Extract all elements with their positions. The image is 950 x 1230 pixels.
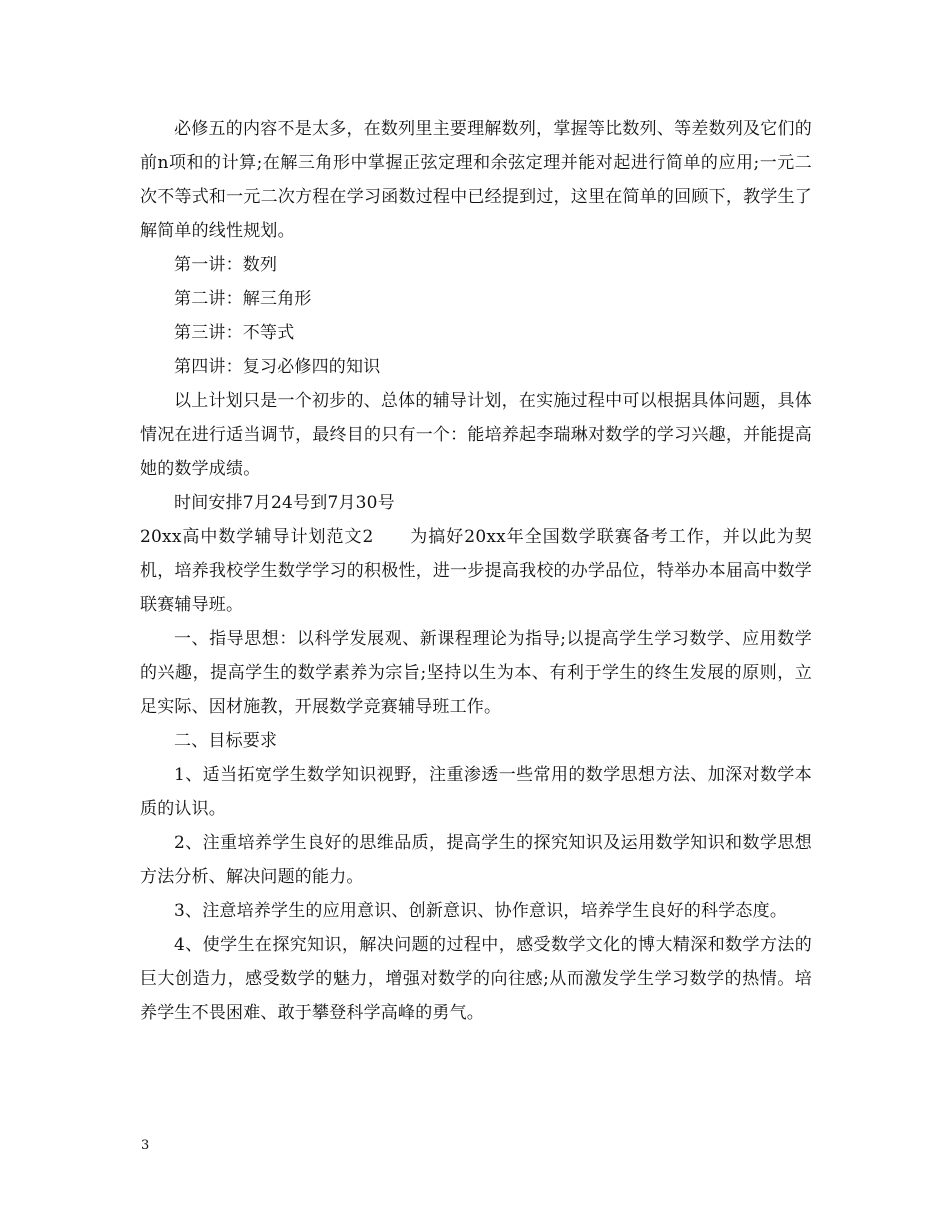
lecture-1: 第一讲：数列 [174,255,278,275]
lecture-4: 第四讲：复习必修四的知识 [174,357,381,377]
goal-item-4: 4、使学生在探究知识，解决问题的过程中，感受数学文化的博大精深和数学方法的巨大创造力，感受数学的魅力，增强对数学的向往感;从而激发学生学习数学的热情。培养学生不畏困难、敢于攀登科学高峰的勇气。 [140,935,812,1023]
lecture-3: 第三讲：不等式 [174,323,295,343]
goal-item-1: 1、适当拓宽学生数学知识视野，注重渗透一些常用的数学思想方法、加深对数学本质的认识。 [140,765,812,819]
schedule-line: 时间安排7月24号到7月30号 [174,493,395,513]
goal-item-2: 2、注重培养学生良好的思维品质，提高学生的探究知识及运用数学知识和数学思想方法分析、解决问题的能力。 [140,833,812,887]
goal-item-3: 3、注意培养学生的应用意识、创新意识、协作意识，培养学生良好的科学态度。 [174,901,788,921]
paragraph-plan-note: 以上计划只是一个初步的、总体的辅导计划，在实施过程中可以根据具体问题，具体情况在进行适当调节，最终目的只有一个：能培养起李瑞琳对数学的学习兴趣，并能提高她的数学成绩。 [140,391,812,479]
heading-goals: 二、目标要求 [174,731,278,751]
lecture-2: 第二讲：解三角形 [174,289,312,309]
page-number: 3 [141,1138,150,1153]
paragraph-guiding-thought: 一、指导思想：以科学发展观、新课程理论为指导;以提高学生学习数学、应用数学的兴趣，提高学生的数学素养为宗旨;坚持以生为本、有利于学生的终生发展的原则，立足实际、因材施教，开展数学竞赛辅导班工作。 [140,629,812,717]
paragraph-sample-2: 20xx高中数学辅导计划范文2 为搞好20xx年全国数学联赛备考工作，并以此为契机，培养我校学生数学学习的积极性，进一步提高我校的办学品位，特举办本届高中数学联赛辅导班。 [140,527,812,615]
paragraph-intro: 必修五的内容不是太多，在数列里主要理解数列，掌握等比数列、等差数列及它们的前n项和的计算;在解三角形中掌握正弦定理和余弦定理并能对起进行简单的应用;一元二次不等式和一元二次方程在学习函数过程中已经提到过，这里在简单的回顾下，教学生了解简单的线性规划。 [140,119,812,241]
document-body [140,112,812,1030]
